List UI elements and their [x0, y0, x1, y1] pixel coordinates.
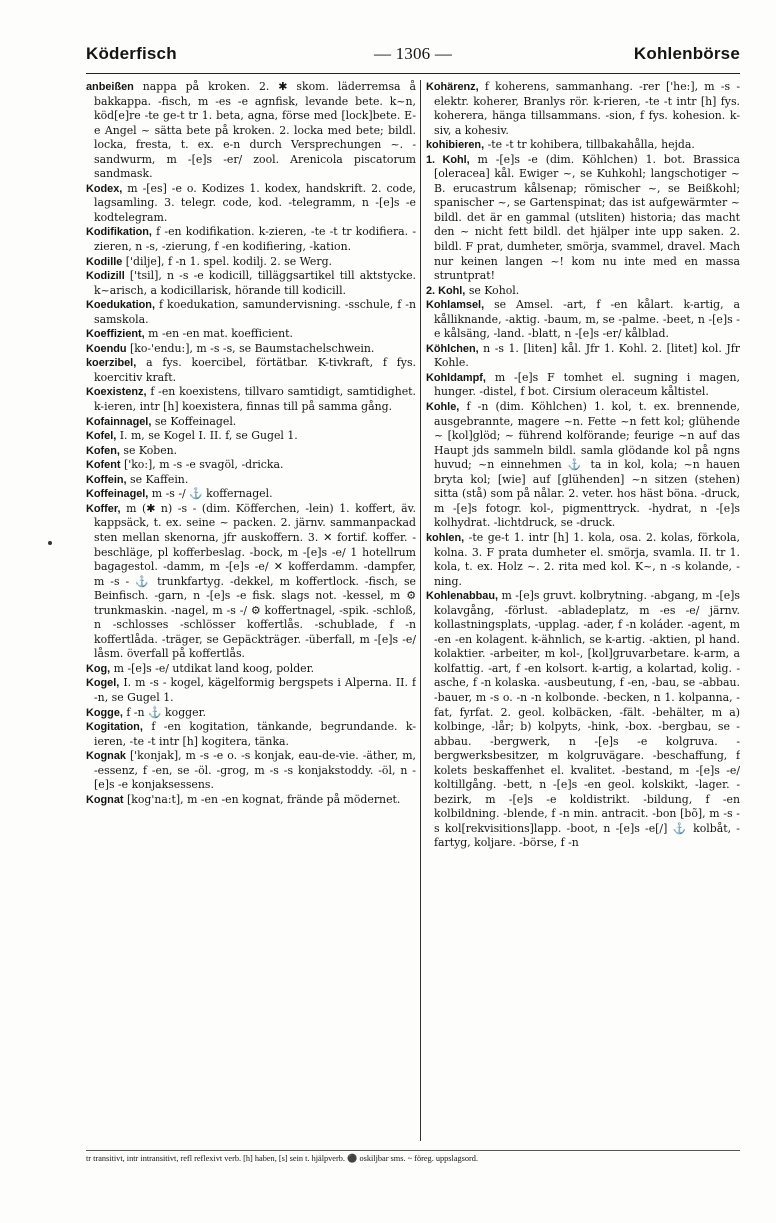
- dictionary-entry: [86, 225, 416, 254]
- headword: Kohärenz,: [426, 81, 479, 93]
- headword: Kohlenabbau,: [426, 590, 499, 603]
- headword: Kodex,: [86, 182, 123, 195]
- definition: I. m, se Kogel I. II. f, se Gugel 1.: [119, 429, 298, 443]
- dictionary-entry: [86, 429, 416, 444]
- headword: Kohldampf,: [426, 371, 486, 384]
- dictionary-entry: [426, 284, 740, 299]
- definition: m -s -/ ⚓ koffernagel.: [151, 487, 273, 501]
- definition: -te ge-t 1. intr [h] 1. kola, osa. 2. kolas, förkola, kolna. 3. F prata dumheter el. smörja, svamla. II. tr 1. kola, t. ex. Holz ~. 2. rita med kol. K~, n -s kolande, -ning.: [434, 530, 740, 588]
- headword: Koexistenz,: [86, 386, 147, 399]
- headword: Koeffizient,: [86, 328, 145, 341]
- headword: Koffein,: [86, 473, 127, 486]
- definition: se Amsel. -art, f -en kålart. k-artig, a kålliknande, -aktig. -baum, m, se -palme. -beet, n -[e]s -e kålsäng, -land. -blatt, n -[e]s -er/ kålblad.: [434, 298, 740, 341]
- dictionary-entry: [426, 342, 740, 371]
- header-rule: [86, 73, 740, 74]
- dictionary-entry: [426, 298, 740, 342]
- dictionary-entry: [86, 793, 416, 808]
- definition: ['ko:], m -s -e svagöl, -dricka.: [123, 458, 284, 472]
- definition: ['dilje], f -n 1. spel. kodilj. 2. se Werg.: [125, 254, 333, 268]
- headword: Koffer,: [86, 502, 121, 515]
- definition: m -[e]s gruvt. kolbrytning. -abgang, m -[e]s kolavgång, -förlust. -abladeplatz, m -es -e/ järnv. kollastningsplats, -upplag. -ader, f -n koláder. -agent, m -en -en kolagent. k-ähnlich, se k-artig. -aktien, pl hand. kolaktier. -arbeiter, m kol-, [kol]gruvarbetare. k-arm, a kolfattig. -art, f -en kolsort. k-artig, a kolartad, kolig. -asche, f -n kolaska. -ausbeutung, f -en, -bau, se -abbau. -bauer, m -s o. -n -n kolbonde. -becken, n 1. kolpanna, -fat, fyrfat. 2. geol. kolbäcken, -fält. -behälter, m a) kolbinge, -lår; b) kolpyts, -hink, -box. -bergbau, se -abbau. -bergwerk, n -[e]s -e kolgruva. -bergwerksbesitzer, m kolgruvägare. -beschaffung, f kolets beskaffenhet el. kvalitet. -bestand, m -[e]s -e/ koltillgång. -bett, n -[e]s -en geol. kolskikt, -lager. -bezirk, m -[e]s -e koldistrikt. -bildung, f -en kolbildning. -blende, f -n min. antracit. -bon [bõ], m -s -s kol[rekvisitions]lapp. -boot, n -[e]s -e[/] ⚓ kolbåt, -fartyg, koljare. -börse, f -n: [434, 589, 740, 850]
- headword: anbeißen: [86, 81, 134, 93]
- definition: f -en kodifikation. k-zieren, -te -t tr kodifiera. -zieren, n -s, -zierung, f -en kodifiering, -kation.: [94, 225, 416, 254]
- headword: 2. Kohl,: [426, 284, 466, 297]
- abbreviation-footer: tr transitivt, intr intransitivt, refl reflexivt verb. [h] haben, [s] sein t. hjälpverb. ⚫ oskiljbar sms. ~ föreg. uppslagsord.: [86, 1154, 479, 1163]
- header-first-word: Köderfisch: [86, 44, 177, 63]
- dictionary-entry: [86, 444, 416, 459]
- page-number: — 1306 —: [373, 44, 453, 63]
- definition: f -n ⚓ kogger.: [126, 705, 207, 719]
- dictionary-entry: [86, 676, 416, 705]
- dictionary-entry: [426, 80, 740, 138]
- right-column: [426, 80, 740, 1143]
- definition: [kog'na:t], m -en -en kognat, frände på mödernet.: [126, 792, 401, 806]
- dictionary-entry: [86, 706, 416, 721]
- definition: se Koben.: [123, 443, 178, 457]
- definition: m -[e]s -e (dim. Köhlchen) 1. bot. Brassica [oleracea] kål. Ewiger ~, se Kuhkohl; langschotiger ~ B. erucastrum kålsenap; römischer ~, se Beißkohl; spanischer ~, se Gartenspinat; das ist aufgewärmter ~ bildl. det är en gammal (utsliten) historia; das macht den ~ nicht fett bildl. det hjälper inte upp saken. 2. bildl. F prat, dumheter, smörja, svammel, dravel. Mach nur keinen langen ~! kom nu inte med en massa struntprat!: [434, 152, 740, 283]
- headword: Kodizill: [86, 270, 125, 283]
- headword: kohlen,: [426, 531, 465, 544]
- dictionary-entry: [86, 662, 416, 677]
- headword: Kodifikation,: [86, 226, 152, 239]
- headword: Koedukation,: [86, 299, 155, 312]
- headword: Kogel,: [86, 677, 120, 690]
- headword: Kogitation,: [86, 721, 143, 734]
- headword: Kogge,: [86, 706, 123, 719]
- dictionary-entry: [86, 473, 416, 488]
- headword: koerzibel,: [86, 357, 137, 370]
- definition: m -[es] -e o. Kodizes 1. kodex, handskrift. 2. code, lagsamling. 3. telegr. code, kod. -telegramm, n -[e]s -e kodtelegram.: [94, 181, 416, 224]
- headword: Kodille: [86, 255, 123, 268]
- definition: m -en -en mat. koefficient.: [148, 327, 293, 341]
- definition: m -[e]s F tomhet el. sugning i magen, hunger. -distel, f bot. Cirsium oleraceum kåltistel.: [434, 370, 740, 399]
- headword: Kohle,: [426, 401, 460, 414]
- headword: Kofel,: [86, 430, 117, 443]
- dictionary-entry: [426, 371, 740, 400]
- headword: Kofainnagel,: [86, 415, 152, 428]
- definition: n -s 1. [liten] kål. Jfr 1. Kohl. 2. [litet] kol. Jfr Kohle.: [434, 341, 740, 370]
- definition: se Kohol.: [468, 283, 520, 297]
- dictionary-entry: [426, 589, 740, 851]
- definition: -te -t tr kohibera, tillbakahålla, hejda.: [487, 138, 695, 152]
- definition: m (✱ n) -s - (dim. Köfferchen, -lein) 1. koffert, äv. kappsäck, t. ex. seine ~ packen. 2. järnv. sammanpackad sten mellan skenorna, jfr auskoffern. 3. ✕ fortif. koffer. -beschläge, pl kofferbeslag. -bock, m -[e]s -e/ 1 hotellrum bagagestol. -damm, m -[e]s -e/ ✕ kofferdamm. -dampfer, m -s - ⚓ trunkfartyg. -dekkel, m koffertlock. -fisch, se Beinfisch. -garn, n -[e]s -e fisk. slags not. -kessel, m ⚙ trunkmaskin. -nagel, m -s -/ ⚙ koffertnagel, -spik. -schloß, n -schlosses -schlösser koffertlås. -schublade, f -n koffertlåda. -träger, se Gepäckträger. -überfall, m -[e]s -e/ låsm. överfall på koffertlås.: [94, 501, 416, 661]
- dictionary-entry: [86, 255, 416, 270]
- dictionary-entry: [86, 182, 416, 226]
- dictionary-entry: [86, 502, 416, 662]
- headword: Köhlchen,: [426, 342, 479, 355]
- page-header: [86, 44, 740, 70]
- dictionary-entry: [86, 385, 416, 414]
- definition: f -en koexistens, tillvaro samtidigt, samtidighet. k-ieren, intr [h] koexistera, finnas till på samma gång.: [94, 385, 416, 414]
- headword: Kohlamsel,: [426, 299, 485, 312]
- headword: Koffeinagel,: [86, 488, 149, 501]
- definition: f -en kogitation, tänkande, begrundande. k-ieren, -te -t intr [h] kogitera, tänka.: [94, 720, 416, 748]
- headword: 1. Kohl,: [426, 153, 470, 166]
- definition: se Kaffein.: [130, 472, 189, 486]
- dictionary-entry: [86, 327, 416, 342]
- dictionary-entry: [426, 153, 740, 284]
- dictionary-entry: [86, 342, 416, 357]
- definition: nappa på kroken. 2. ✱ skom. läderremsa å bakkappa. -fisch, m -es -e agnfisk, levande bete. k~n, köd[e]re -te ge-t tr 1. beta, agna, förse med [lock]bete. E-e Angel ~ sätta bete på kroken. 2. locka med bete; bildl. locka, fresta, t. ex. e-n durch Versprechungen ~. -sandwurm, m -[e]s -er/ zool. Arenicola piscatorum sandmask.: [94, 80, 416, 181]
- dictionary-entry: [426, 531, 740, 589]
- dictionary-entry: [86, 80, 416, 182]
- margin-mark: [48, 541, 52, 545]
- dictionary-entry: [86, 269, 416, 298]
- headword: Kofen,: [86, 444, 120, 457]
- column-divider: [420, 80, 421, 1141]
- headword: Koendu: [86, 342, 127, 355]
- headword: kohibieren,: [426, 139, 485, 152]
- definition: m -[e]s -e/ utdikat land koog, polder.: [113, 661, 315, 675]
- definition: f -n (dim. Köhlchen) 1. kol, t. ex. brennende, ausgebrannte, magere ~n. Fette ~n fett kol; glühende ~ [kol]glöd; ~ führend kolförande; feurige ~n auf das Haupt jds sammeln bildl. samla glödande kol på ngns huvud; ~n einnehmen ⚓ ta in kol, kola; ~n hauen bryta kol; [wie] auf [glühenden] ~n sitzen (stehen) sitta (stå) som på nålar. 2. veter. hos häst böna. -druck, m -[e]s fotogr. kol-, pigmenttryck. -hydrat, n -[e]s kolhydrat. -lichtdruck, se -druck.: [434, 400, 740, 530]
- definition: I. m -s - kogel, kägelformig bergspets i Alperna. II. f -n, se Gugel 1.: [94, 676, 416, 704]
- dictionary-entry: [86, 487, 416, 502]
- dictionary-entry: [426, 138, 740, 153]
- dictionary-entry: [86, 458, 416, 473]
- headword: Kofent: [86, 459, 121, 472]
- dictionary-entry: [426, 400, 740, 531]
- dictionary-entry: [86, 298, 416, 327]
- dictionary-entry: [86, 749, 416, 793]
- dictionary-entry: [86, 720, 416, 749]
- dictionary-entry: [86, 415, 416, 430]
- definition: a fys. koercibel, förtätbar. K-tivkraft, f fys. koercitiv kraft.: [94, 356, 416, 384]
- footer-rule: [86, 1150, 740, 1151]
- dictionary-entry: [86, 356, 416, 385]
- definition: se Koffeinagel.: [154, 414, 237, 428]
- definition: ['tsil], n -s -e kodicill, tilläggsartikel till aktstycke. k~arisch, a kodicillarisk, hörande till kodicill.: [94, 269, 416, 297]
- definition: f koedukation, samundervisning. -sschule, f -n samskola.: [94, 298, 416, 326]
- headword: Kog,: [86, 662, 111, 675]
- header-last-word: Kohlenbörse: [633, 44, 740, 63]
- left-column: [86, 80, 416, 1143]
- headword: Kognat: [86, 793, 124, 806]
- headword: Kognak: [86, 750, 126, 763]
- definition: f koherens, sammanhang. -rer ['he:], m -s - elektr. koherer, Branlys rör. k-rieren, -te -t intr [h] fys. koherera, hänga tillsammans. -sion, f fys. kohesion. k-siv, a kohesiv.: [434, 80, 740, 137]
- definition: [ko-'endu:], m -s -s, se Baumstachelschwein.: [130, 341, 375, 355]
- definition: ['konjak], m -s -e o. -s konjak, eau-de-vie. -äther, m, -essenz, f -en, se -öl. -grog, m -s -s konjakstoddy. -öl, n -[e]s -e konjaksessens.: [94, 749, 416, 792]
